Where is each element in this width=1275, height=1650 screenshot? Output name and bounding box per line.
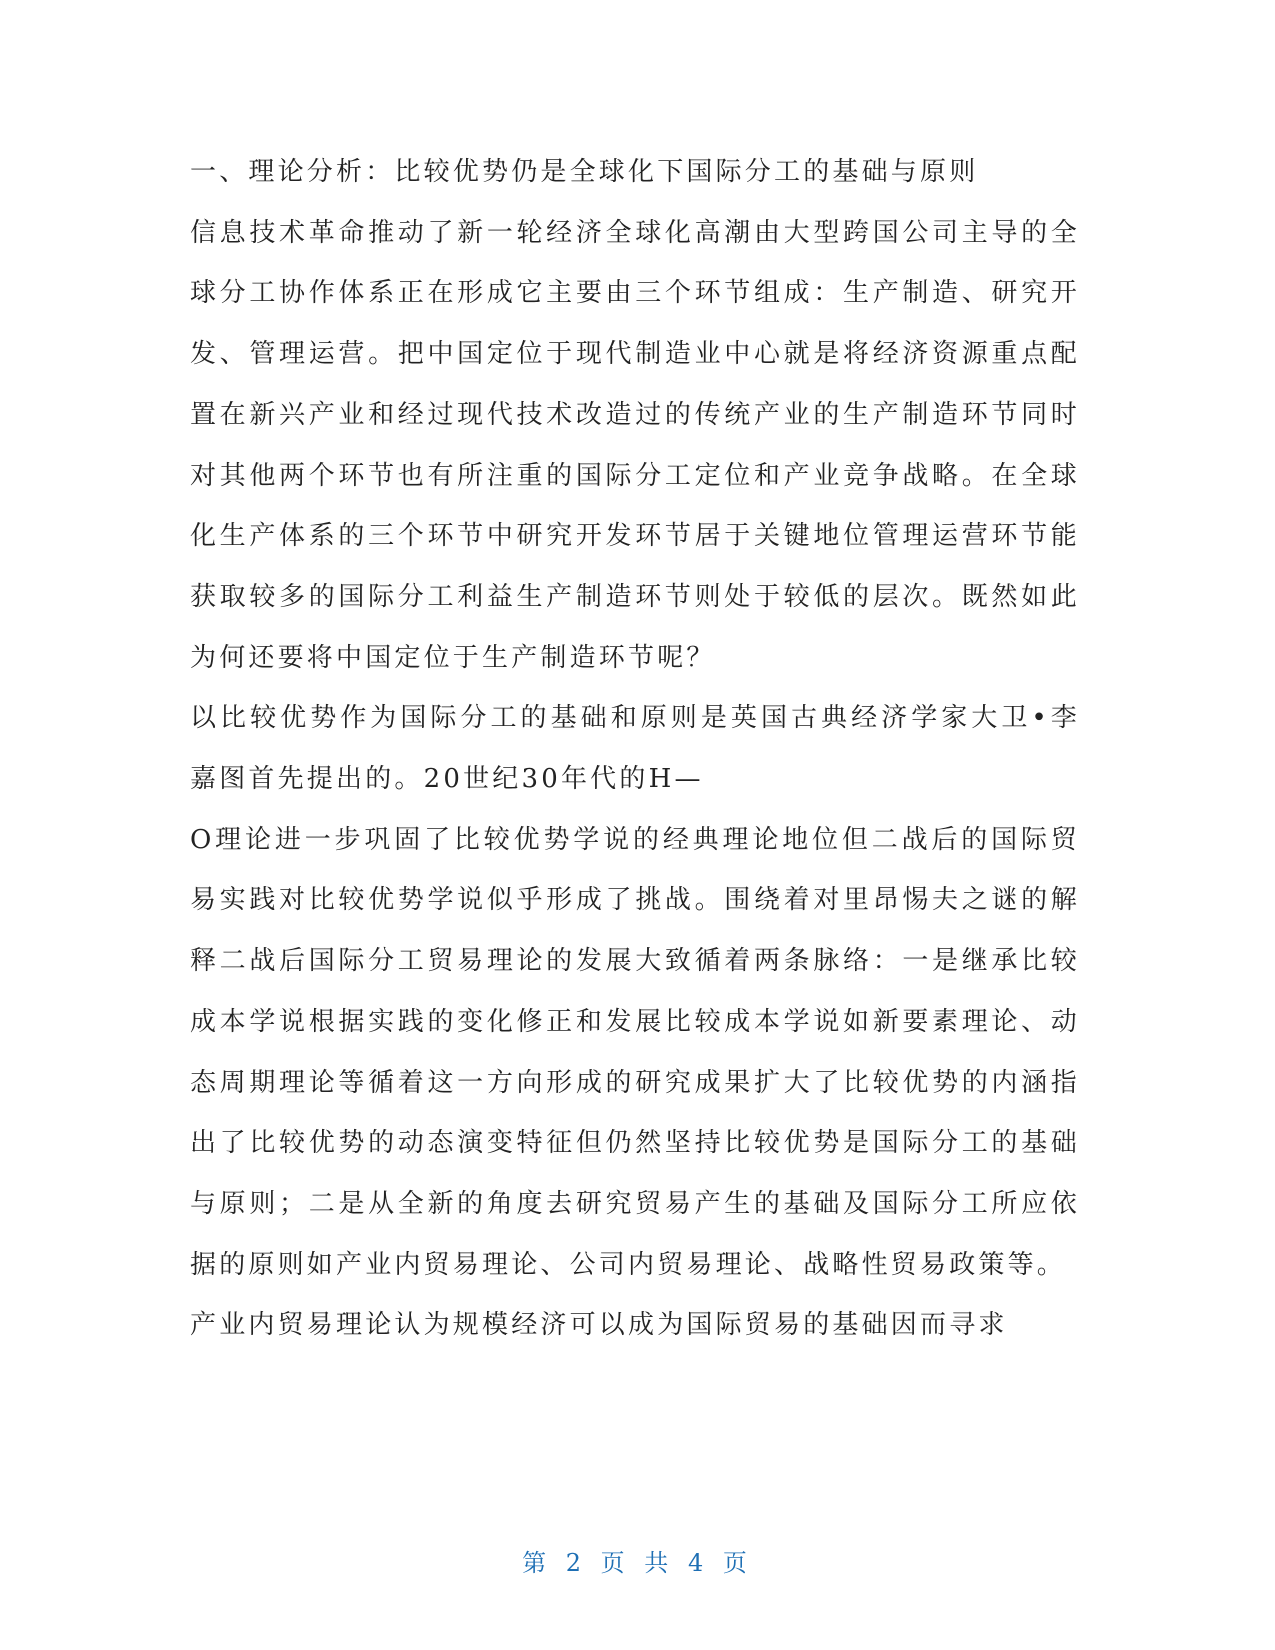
- paragraph-4: 产业内贸易理论认为规模经济可以成为国际贸易的基础因而寻求: [190, 1310, 1008, 1341]
- paragraph-2: 以比较优势作为国际分工的基础和原则是英国古典经济学家大卫•李嘉图首先提出的。20世纪30年代的H—: [190, 703, 1080, 795]
- document-body: [190, 142, 1080, 1356]
- page-number-footer: 第 2 页 共 4 页: [522, 1549, 753, 1577]
- paragraph-1: 信息技术革命推动了新一轮经济全球化高潮由大型跨国公司主导的全球分工协作体系正在形成它主要由三个环节组成：生产制造、研究开发、管理运营。把中国定位于现代制造业中心就是将经济资源重点配置在新兴产业和经过现代技术改造过的传统产业的生产制造环节同时对其他两个环节也有所注重的国际分工定位和产业竞争战略。在全球化生产体系的三个环节中研究开发环节居于关键地位管理运营环节能获取较多的国际分工利益生产制造环节则处于较低的层次。既然如此为何还要将中国定位于生产制造环节呢？: [190, 217, 1080, 673]
- paragraph-3: O理论进一步巩固了比较优势学说的经典理论地位但二战后的国际贸易实践对比较优势学说似乎形成了挑战。围绕着对里昂惕夫之谜的解释二战后国际分工贸易理论的发展大致循着两条脉络：一是继承比较成本学说根据实践的变化修正和发展比较成本学说如新要素理论、动态周期理论等循着这一方向形成的研究成果扩大了比较优势的内涵指出了比较优势的动态演变特征但仍然坚持比较优势是国际分工的基础与原则；二是从全新的角度去研究贸易产生的基础及国际分工所应依据的原则如产业内贸易理论、公司内贸易理论、战略性贸易政策等。: [190, 824, 1080, 1280]
- section-heading: 一、理论分析：比较优势仍是全球化下国际分工的基础与原则: [190, 157, 979, 187]
